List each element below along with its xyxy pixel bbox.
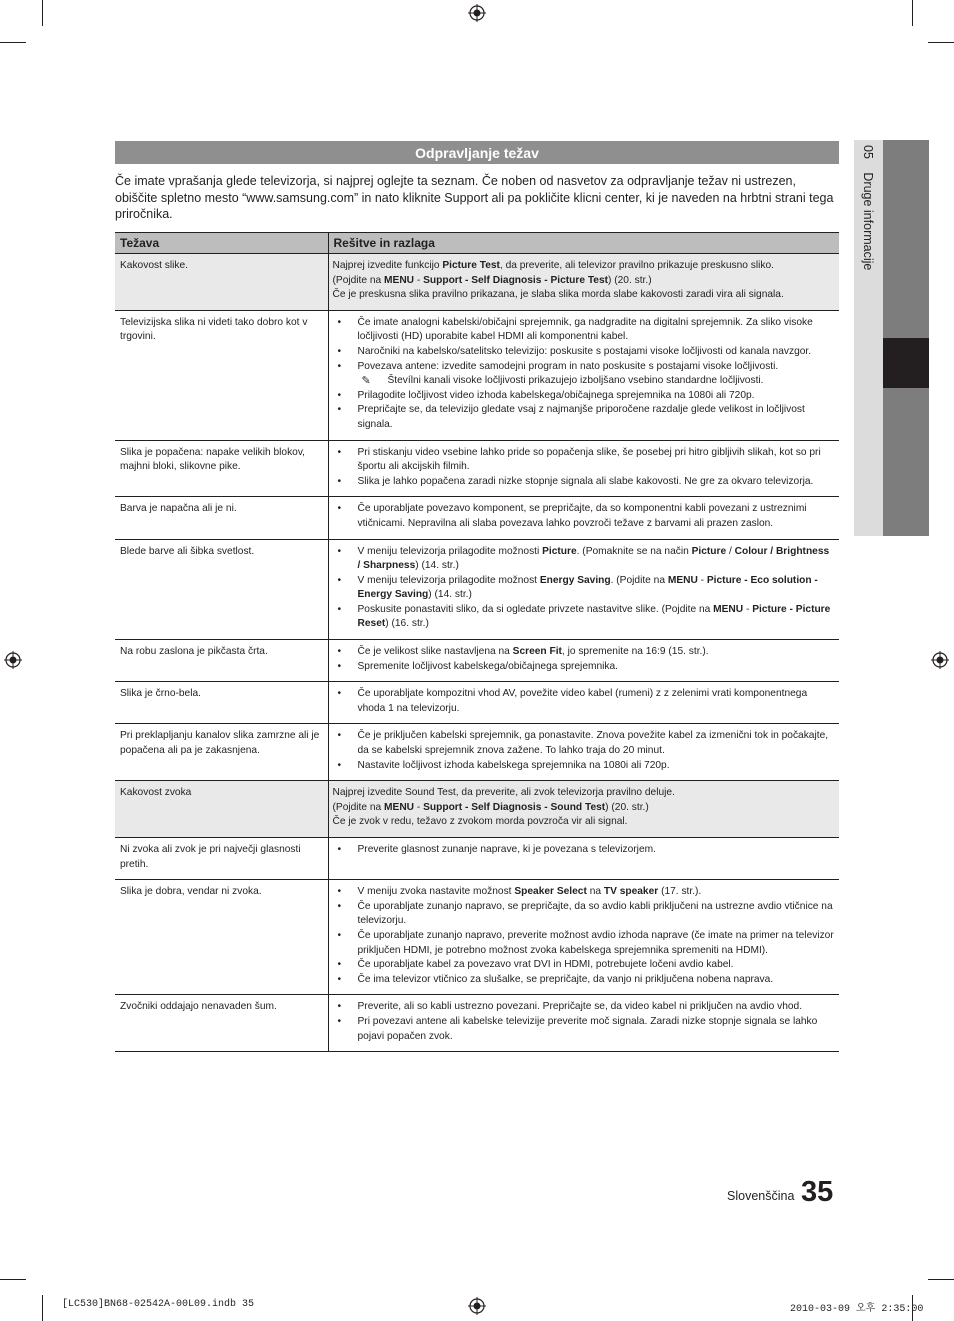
text-segment: , jo spremenite na 16:9 (15. str.). bbox=[561, 646, 709, 658]
list-item bbox=[333, 687, 835, 716]
solution-cell bbox=[328, 880, 839, 995]
solution-line bbox=[333, 786, 835, 801]
emphasis-text: MENU bbox=[667, 574, 698, 586]
troubleshooting-table bbox=[115, 232, 839, 1052]
emphasis-text: Picture - Picture Reset bbox=[357, 603, 831, 630]
chapter-tab-block bbox=[883, 388, 929, 536]
list-item bbox=[333, 660, 835, 675]
solution-list bbox=[333, 885, 835, 987]
emphasis-text: MENU bbox=[384, 274, 415, 286]
crop-mark bbox=[42, 1295, 43, 1321]
text-segment: Pri povezavi antene ali kabelske televizije preverite moč signala. Zaradi nizke stopnje signala se lahko pojavi popačen zvok. bbox=[357, 1015, 818, 1042]
intro-paragraph: Če imate vprašanja glede televizorja, si najprej oglejte ta seznam. Če noben od nasvetov za odpravljanje težav ni ustrezen, obiščite spletno mesto “www.samsung.com” in nato kliknite Support ali pa pokličite klicni center, ki je naveden na hrbtni strani tega priročnika. bbox=[115, 174, 834, 221]
table-row bbox=[115, 781, 839, 838]
emphasis-text: Support - Self Diagnosis - Sound Test bbox=[423, 801, 606, 813]
column-header-solution: Rešitve in razlaga bbox=[328, 233, 839, 254]
problem-cell: Slika je popačena: napake velikih blokov, majhni bloki, slikovne pike. bbox=[115, 440, 328, 497]
emphasis-text: Picture Test bbox=[442, 260, 500, 271]
list-item bbox=[333, 502, 835, 531]
emphasis-text: MENU bbox=[384, 801, 415, 813]
solution-list bbox=[333, 729, 835, 773]
text-segment: ) (14. str.) bbox=[415, 560, 459, 572]
table-row bbox=[115, 838, 839, 880]
text-segment: (Pojdite na bbox=[332, 274, 385, 286]
list-item bbox=[333, 389, 835, 404]
text-segment: Če je velikost slike nastavljena na bbox=[357, 646, 513, 658]
list-item bbox=[333, 574, 835, 603]
solution-line bbox=[333, 815, 835, 830]
solution-list bbox=[333, 446, 835, 490]
problem-cell: Zvočniki oddajajo nenavaden šum. bbox=[115, 995, 328, 1052]
text-segment: Spremenite ločljivost kabelskega/običajnega sprejemnika. bbox=[357, 660, 618, 672]
text-segment: (Pojdite na bbox=[332, 801, 385, 813]
list-item bbox=[333, 545, 835, 574]
solution-list bbox=[333, 502, 835, 531]
note-text: Števílni kanali visoke ločljivosti prikazujejo izboljšano vsebino standardne ločljivosti. bbox=[387, 375, 764, 387]
list-item bbox=[333, 645, 835, 660]
problem-cell: Kakovost slike. bbox=[115, 254, 328, 311]
solution-line bbox=[333, 801, 835, 816]
note-pencil-icon: ✎ bbox=[361, 375, 371, 388]
text-segment: V meniju televizorja prilagodite možnosti bbox=[357, 545, 543, 557]
text-segment: Nastavite ločljivost izhoda kabelskega sprejemnika na 1080i ali 720p. bbox=[357, 759, 670, 771]
table-header-row bbox=[115, 233, 839, 254]
text-segment: - bbox=[414, 801, 424, 813]
crop-mark bbox=[42, 0, 43, 26]
text-segment: - bbox=[414, 274, 424, 286]
text-segment: V meniju zvoka nastavite možnost bbox=[357, 886, 515, 898]
crop-mark bbox=[0, 1279, 26, 1280]
table-row bbox=[115, 539, 839, 640]
text-segment: Prepričajte se, da televizijo gledate vsaj z najmanjše priporočene razdalje glede velikost in ločljivost signala. bbox=[357, 404, 805, 430]
text-segment: Najprej izvedite funkcijo bbox=[332, 260, 443, 271]
section-title: Odpravljanje težav bbox=[115, 141, 839, 164]
list-item bbox=[333, 958, 835, 973]
registration-mark-icon bbox=[468, 1297, 486, 1315]
solution-cell bbox=[328, 724, 839, 781]
crop-mark bbox=[912, 0, 913, 26]
text-segment: Če je zvok v redu, težavo z zvokom morda povzroča vir ali signal. bbox=[332, 816, 628, 828]
text-segment: Če uporabljate povezavo komponent, se prepričajte, da so komponentni kabli povezani z ustreznimi vtičnicami. Nepravilna ali slaba povezava lahko povzroči težave z barvami ali prazen zaslon. bbox=[357, 503, 807, 529]
list-item bbox=[333, 446, 835, 475]
text-segment: ) (16. str.) bbox=[385, 618, 429, 630]
table-row bbox=[115, 682, 839, 724]
list-item bbox=[333, 843, 835, 858]
emphasis-text: Picture bbox=[542, 545, 577, 557]
problem-cell: Barva je napačna ali je ni. bbox=[115, 497, 328, 539]
text-segment: Preverite glasnost zunanje naprave, ki je povezana s televizorjem. bbox=[357, 844, 656, 855]
solution-cell bbox=[328, 440, 839, 497]
text-segment: Naročniki na kabelsko/satelitsko televizijo: poskusite s postajami visoke ločljivosti od kanala navzgor. bbox=[357, 345, 812, 357]
list-item bbox=[333, 759, 835, 774]
text-segment: Če je priključen kabelski sprejemnik, ga ponastavite. Znova povežite kabel za izmenični tok in počakajte, da se kabelski sprejemnik znova zažene. To lahko traja do 20 minut. bbox=[357, 730, 829, 757]
list-item bbox=[333, 345, 835, 360]
text-segment: Če je preskusna slika pravilno prikazana, je slaba slika morda slabe kakovosti zaradi vira ali signala. bbox=[332, 289, 784, 301]
text-segment: Če uporabljate kabel za povezavo vrat DVI in HDMI, potrebujete ločeni avdio kabel. bbox=[357, 959, 734, 971]
table-row bbox=[115, 497, 839, 539]
crop-mark bbox=[928, 42, 954, 43]
list-item bbox=[333, 885, 835, 900]
footer-language: Slovenščina bbox=[727, 1189, 795, 1203]
text-segment: Če uporabljate zunanjo napravo, preverite možnost avdio izhoda naprave (če imate na primer na televizor priključen HDMI, je potrebno možnost zvoka kabelskega sprejemnika spremeniti na HDMI). bbox=[357, 929, 834, 956]
table-row bbox=[115, 724, 839, 781]
text-segment: . (Pomaknite se na način bbox=[576, 545, 692, 557]
solution-cell bbox=[328, 781, 839, 838]
solution-list bbox=[333, 645, 835, 674]
registration-mark-icon bbox=[4, 651, 22, 669]
list-item bbox=[333, 1000, 835, 1015]
page-number: 35 bbox=[801, 1176, 834, 1208]
table-body bbox=[115, 254, 839, 1052]
emphasis-text: Energy Saving bbox=[539, 574, 611, 586]
list-item bbox=[333, 316, 835, 345]
problem-cell: Kakovost zvoka bbox=[115, 781, 328, 838]
list-item bbox=[333, 360, 835, 375]
text-segment: V meniju televizorja prilagodite možnost bbox=[357, 574, 540, 586]
chapter-label bbox=[858, 145, 878, 445]
list-item bbox=[333, 929, 835, 958]
table-row bbox=[115, 995, 839, 1052]
list-item bbox=[333, 973, 835, 988]
list-item bbox=[333, 729, 835, 758]
solution-list bbox=[333, 1000, 835, 1044]
chapter-tab-marker bbox=[883, 338, 929, 388]
solution-cell bbox=[328, 838, 839, 880]
problem-cell: Slika je črno-bela. bbox=[115, 682, 328, 724]
text-segment: na bbox=[586, 886, 604, 898]
print-slug-file: [LC530]BN68-02542A-00L09.indb 35 bbox=[62, 1299, 255, 1310]
chapter-title: Druge informacije bbox=[861, 172, 875, 271]
chapter-number: 05 bbox=[861, 145, 875, 159]
text-segment: , da preverite, ali televizor pravilno prikazuje preskusno sliko. bbox=[499, 260, 774, 271]
table-row bbox=[115, 640, 839, 682]
registration-mark-icon bbox=[931, 651, 949, 669]
crop-mark bbox=[928, 1279, 954, 1280]
crop-mark bbox=[0, 42, 26, 43]
solution-list bbox=[333, 545, 835, 633]
table-row bbox=[115, 254, 839, 311]
text-segment: Poskusite ponastaviti sliko, da si ogledate privzete nastavitve slike. (Pojdite na bbox=[357, 603, 714, 615]
text-segment: / bbox=[726, 545, 735, 557]
registration-mark-icon bbox=[468, 4, 486, 22]
text-segment: (17. str.). bbox=[658, 886, 702, 898]
solution-cell bbox=[328, 640, 839, 682]
text-segment: - bbox=[697, 574, 707, 586]
chapter-tab-block bbox=[883, 140, 929, 338]
text-segment: Preverite, ali so kabli ustrezno povezani. Prepričajte se, da video kabel ni priključen na avdio vhod. bbox=[357, 1001, 803, 1013]
table-row bbox=[115, 440, 839, 497]
solution-cell bbox=[328, 995, 839, 1052]
text-segment: Prilagodite ločljivost video izhoda kabelskega/običajnega sprejemnika na 1080i ali 720p. bbox=[357, 389, 755, 401]
text-segment: . (Pojdite na bbox=[610, 574, 668, 586]
table-row bbox=[115, 310, 839, 440]
text-segment: - bbox=[743, 603, 753, 615]
text-segment: Slika je lahko popačena zaradi nizke stopnje signala ali slabe kakovosti. Ne gre za okvaro televizorja. bbox=[357, 475, 814, 487]
solution-cell bbox=[328, 254, 839, 311]
problem-cell: Pri preklapljanju kanalov slika zamrzne ali je popačena ali pa je zakasnjena. bbox=[115, 724, 328, 781]
list-item bbox=[333, 603, 835, 632]
text-segment: Če uporabljate kompozitni vhod AV, povežite video kabel (rumeni) z z zelenimi vrati komponentnega vhoda 1 na televizorju. bbox=[357, 688, 808, 714]
problem-cell: Slika je dobra, vendar ni zvoka. bbox=[115, 880, 328, 995]
note-item bbox=[333, 374, 835, 389]
list-item bbox=[333, 475, 835, 490]
text-segment: Pri stiskanju video vsebine lahko pride so popačenja slike, še posebej pri hitro gibljivih slikah, kot so pri športu ali akcijskih filmih. bbox=[357, 446, 821, 473]
emphasis-text: Colour / Brightness / Sharpness bbox=[357, 545, 830, 572]
emphasis-text: Support - Self Diagnosis - Picture Test bbox=[423, 274, 609, 286]
list-item bbox=[333, 900, 835, 929]
list-item bbox=[333, 403, 835, 432]
text-segment: ) (20. str.) bbox=[608, 274, 652, 286]
problem-cell: Ni zvoka ali zvok je pri največji glasnosti pretih. bbox=[115, 838, 328, 880]
problem-cell: Televizijska slika ni videti tako dobro kot v trgovini. bbox=[115, 310, 328, 440]
text-segment: ) (20. str.) bbox=[605, 801, 649, 813]
text-segment: Če imate analogni kabelski/običajni sprejemnik, ga nadgradite na digitalni sprejemnik. Za sliko visoke ločljivosti (HD) uporabite kabel HDMI ali komponentni kabel. bbox=[357, 316, 813, 343]
solution-cell bbox=[328, 682, 839, 724]
text-segment: Povezava antene: izvedite samodejni program in nato poskusite s postajami visoke ločljivosti. bbox=[357, 360, 779, 372]
list-item bbox=[333, 1015, 835, 1044]
solution-cell bbox=[328, 497, 839, 539]
solution-list bbox=[333, 843, 835, 858]
text-segment: ) (14. str.) bbox=[428, 589, 472, 601]
emphasis-text: Speaker Select bbox=[514, 886, 587, 898]
solution-list bbox=[333, 316, 835, 433]
emphasis-text: Screen Fit bbox=[512, 646, 562, 658]
solution-line bbox=[333, 259, 835, 274]
problem-cell: Blede barve ali šibka svetlost. bbox=[115, 539, 328, 640]
solution-cell bbox=[328, 310, 839, 440]
emphasis-text: Picture - Eco solution - Energy Saving bbox=[357, 574, 818, 601]
problem-cell: Na robu zaslona je pikčasta črta. bbox=[115, 640, 328, 682]
column-header-problem: Težava bbox=[115, 233, 328, 254]
solution-list bbox=[333, 687, 835, 716]
solution-line bbox=[333, 274, 835, 289]
solution-cell bbox=[328, 539, 839, 640]
text-segment: Najprej izvedite Sound Test, da preverite, ali zvok televizorja pravilno deluje. bbox=[332, 787, 675, 799]
text-segment: Če uporabljate zunanjo napravo, se prepričajte, da so avdio kabli priključeni na ustrezne avdio vtičnice na televizorju. bbox=[357, 900, 833, 927]
emphasis-text: MENU bbox=[713, 603, 744, 615]
solution-line bbox=[333, 288, 835, 303]
print-slug-date: 2010-03-09 오후 2:35:00 bbox=[790, 1304, 924, 1315]
emphasis-text: Picture bbox=[691, 545, 727, 557]
emphasis-text: TV speaker bbox=[603, 886, 659, 898]
table-row bbox=[115, 880, 839, 995]
text-segment: Če ima televizor vtičnico za slušalke, se prepričajte, da vanjo ni priključena nobena naprava. bbox=[357, 973, 774, 985]
